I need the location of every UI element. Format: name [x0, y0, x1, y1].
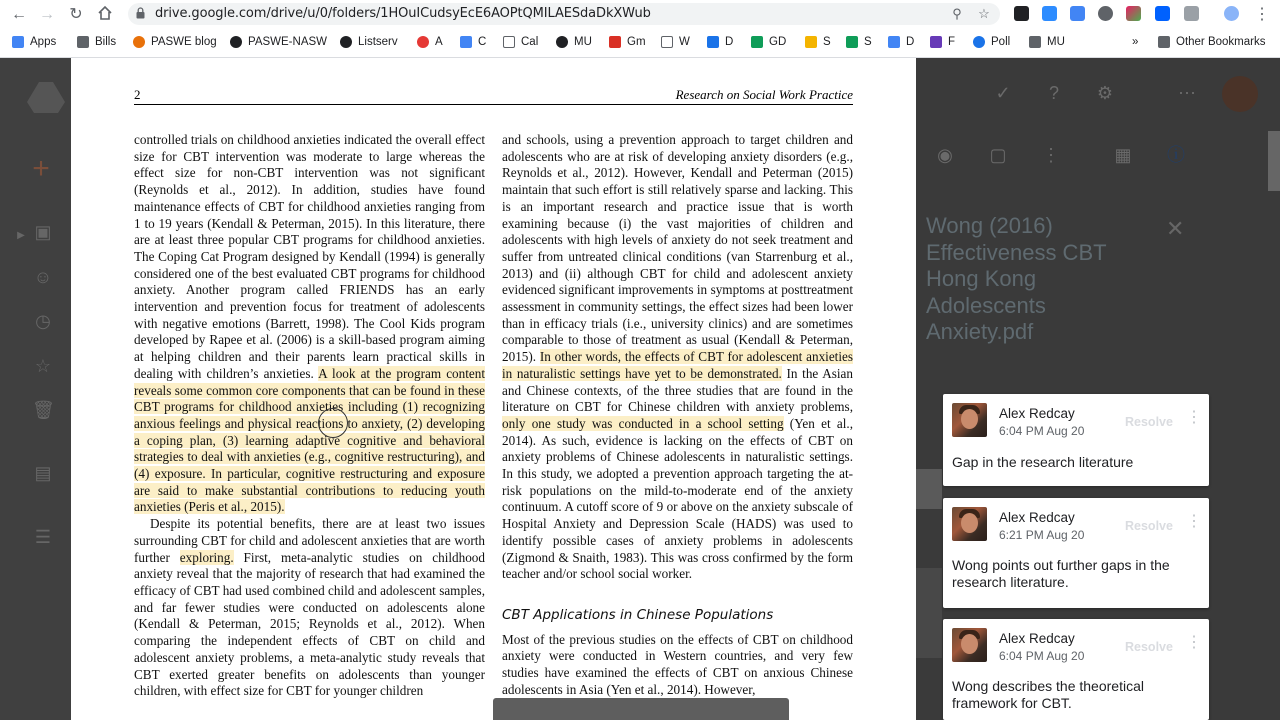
globe-icon [556, 36, 568, 48]
expand-arrow-icon[interactable]: ▶ [17, 230, 25, 241]
browser-chrome [0, 0, 1280, 58]
left-column [134, 132, 485, 700]
backups-icon[interactable]: ▤ [34, 463, 52, 483]
highlighted-text: In other words, the effects of CBT for adolescent anxieties in naturalistic settings have yet to be demonstrated. [502, 349, 853, 381]
bookmark-item[interactable]: Poll [973, 35, 1010, 49]
sync-extension-icon[interactable] [1098, 6, 1113, 21]
bookmark-item[interactable]: D [888, 35, 914, 49]
bookmark-item[interactable]: Gm [609, 35, 646, 49]
globe-icon [340, 36, 352, 48]
thumbnail-preview [916, 568, 942, 658]
comment-timestamp: 6:21 PM Aug 20 [999, 528, 1085, 542]
address-bar[interactable] [128, 3, 1000, 25]
page-number: 2 [134, 87, 141, 102]
asana-icon [417, 36, 429, 48]
bookmark-item[interactable]: S [805, 35, 831, 49]
bookmarks-bar [0, 30, 1280, 54]
camera-extension-icon[interactable] [1184, 6, 1199, 21]
bookmark-item[interactable]: MU [1029, 35, 1065, 49]
menu-kebab-icon[interactable]: ⋮ [1254, 6, 1270, 23]
comment-timestamp: 6:04 PM Aug 20 [999, 649, 1085, 663]
comment-author: Alex Redcay [999, 510, 1075, 525]
info-icon[interactable]: ⓘ [1167, 145, 1185, 165]
trash-icon[interactable]: 🗑 [32, 400, 55, 420]
bookmark-item[interactable]: MU [556, 35, 592, 49]
delete-icon[interactable]: ▢ [989, 145, 1007, 165]
avatar [952, 403, 987, 437]
mail-icon [661, 36, 673, 48]
my-drive-icon[interactable]: ▣ [34, 222, 52, 242]
bookmark-item[interactable]: PASWE blog [133, 35, 217, 49]
check-circle-icon[interactable]: ✓ [995, 83, 1011, 103]
more-vert-icon[interactable]: ⋮ [1186, 634, 1202, 651]
more-bookmarks-button[interactable]: » [1132, 36, 1139, 48]
other-bookmarks[interactable]: Other Bookmarks [1158, 35, 1265, 49]
body-text: and schools, using a prevention approach to target children and adolescents who are at risk of developing anxiety disorders (e.g., Reynolds et al., 2012). However, Kendall and Peterman (2015) maintain that such effort is still relatively sparse and lacking. This is an important research and practice issue that is worth examining because (i) the vast majorities of children and adolescents with high levels of anxiety do not seek treatment and suffer from untreated clinical conditions (van Starrenburg et al., 2013) and (ii) although CBT for child and adolescent anxiety evidenced significant improvements in symptoms at posttreatment assessment in community settings, the effect sizes had been lower than in efficacy trials (i.e., university clinics) and are sometimes comparable to those of treatment as usual (Kendall & Peterman, 2015). [502, 132, 853, 365]
comment-card[interactable] [943, 498, 1209, 608]
calendar-icon [460, 36, 472, 48]
translate-extension-icon[interactable] [1070, 6, 1085, 21]
help-icon[interactable]: ? [1048, 83, 1059, 103]
zoom-icon[interactable]: ⚲ [952, 6, 962, 21]
blogger-icon [133, 36, 145, 48]
home-icon[interactable] [95, 5, 115, 25]
page-navigation-bar[interactable] [493, 698, 789, 720]
bookmark-item[interactable]: GD [751, 35, 786, 49]
body-text: In the Asian and Chinese contexts, of the three studies that are found in the literature on CBT for Chinese children with anxiety problems, [502, 365, 853, 415]
page-header [134, 87, 853, 105]
right-column [502, 132, 853, 699]
highlighted-text: A look at the program content reveals some common core components that can be found in these CBT programs for childhood anxieties including (1) recognizing anxious feelings and physical reactions to anxiety, (2) developing a coping plan, (3) learning adaptive cognitive and behavioral strategies to deal with anxieties (e.g., cognitive restructuring), and (4) exposure. In particular, cognitive restructuring and exposure are said to make substantial contributions to reducing youth anxieties (Peris et al., 2015). [134, 365, 486, 515]
more-vert-icon[interactable]: ⋮ [1186, 513, 1202, 530]
comment-text: Wong describes the theoretical framework for CBT. [952, 678, 1144, 711]
resolve-button[interactable]: Resolve [1125, 640, 1173, 654]
account-avatar[interactable] [1222, 76, 1258, 112]
folder-icon [77, 36, 89, 48]
poll-icon [973, 36, 985, 48]
preview-eye-icon[interactable]: ◉ [937, 145, 953, 165]
paragraph [134, 132, 485, 516]
page-icon [503, 36, 515, 48]
profile-icon[interactable] [1224, 6, 1239, 21]
slides-icon [805, 36, 817, 48]
url-text: drive.google.com/drive/u/0/folders/1HOuICudsyEcE6AOPtQMILAESdaDkXWub [155, 6, 651, 21]
shared-icon[interactable]: ☺ [33, 267, 53, 287]
resolve-button[interactable]: Resolve [1125, 415, 1173, 429]
paragraph [134, 516, 485, 700]
zoom-extension-icon[interactable] [1042, 6, 1057, 21]
thumbnail-preview [916, 469, 942, 509]
section-heading: CBT Applications in Chinese Populations [502, 606, 774, 623]
highlighted-text: exploring. [179, 549, 234, 565]
storage-icon[interactable]: ☰ [34, 527, 52, 547]
body-text: First, meta-analytic studies on childhood anxiety reveal that the majority of research that had examined the efficacy of CBT had used combined child and adolescent samples, and far fewer studies were conducted on adolescents alone (Kendall & Peterman, 2015; Reynolds et al., 2012). When comparing the independent effects of CBT on child and adolescent anxiety problems, a meta-analytic study reveals that CBT exerted greater benefits on adolescents than younger children, with effect size for CBT for younger children [134, 549, 485, 699]
bookmark-item[interactable]: Apps [12, 35, 56, 49]
color-extension-icon[interactable] [1126, 6, 1141, 21]
forms-icon [930, 36, 942, 48]
sheets-icon [846, 36, 858, 48]
bookmark-item[interactable]: F [930, 35, 955, 49]
apps-grid-icon[interactable]: ⋯ [1178, 83, 1196, 103]
apps-grid-icon [12, 36, 24, 48]
dropbox-extension-icon[interactable] [1155, 6, 1170, 21]
comment-text: Wong points out further gaps in the research literature. [952, 557, 1170, 590]
more-vert-icon[interactable]: ⋮ [1186, 409, 1202, 426]
browser-toolbar [0, 0, 1280, 30]
body-text: Despite its potential benefits, there are at least two issues surrounding CBT for child and adolescent anxieties that are worth further [134, 516, 485, 565]
reload-icon[interactable]: ↻ [69, 6, 83, 23]
more-options-icon[interactable]: ⋮ [1042, 145, 1060, 165]
comment-author: Alex Redcay [999, 406, 1075, 421]
comment-timestamp: 6:04 PM Aug 20 [999, 424, 1085, 438]
lock-icon [136, 7, 145, 19]
folder-icon [1158, 36, 1170, 48]
google-drive-icon [751, 36, 763, 48]
drive-logo-icon [26, 80, 66, 116]
bookmark-item[interactable]: Listserv [340, 35, 398, 49]
body-text: controlled trials on childhood anxieties indicated the overall effect size for CBT intervention was moderate to large whereas the effect size for non-CBT intervention was not significant (Reynolds et al., 2012). In addition, studies have found maintenance effects of CBT for childhood anxieties ranging from 1 to 19 years (Kendall & Peterman, 2015). In this literature, there are at least three popular CBT programs for childhood anxieties. The Coping Cat Program designed by Kendall (1994) is generally considered one of the best evaluated CBT programs for childhood anxiety. Another program called FRIENDS has an early intervention and prevention focus for treatment of adolescents with negative emotions (Barrett, 1998). The Cool Kids program developed by Rapee et al. (2006) is a skill-based program aiming at helping children and their parents learn practical skills in dealing with children’s anxieties. [134, 132, 485, 381]
bookmark-item[interactable]: A [417, 35, 443, 49]
journal-title: Research on Social Work Practice [675, 87, 853, 102]
recent-icon[interactable]: ◷ [35, 311, 51, 331]
grid-view-icon[interactable]: ▦ [1114, 145, 1132, 165]
bookmark-item[interactable]: W [661, 35, 690, 49]
forward-arrow-icon[interactable]: → [39, 6, 55, 23]
bookmark-item[interactable]: Bills [77, 35, 116, 49]
avatar [952, 628, 987, 662]
comment-card[interactable] [943, 394, 1209, 486]
resolve-button[interactable]: Resolve [1125, 519, 1173, 533]
file-title: Wong (2016) Effectiveness CBT Hong Kong Adolescents Anxiety.pdf [926, 213, 1107, 344]
layers-extension-icon[interactable] [1014, 6, 1029, 21]
scrollbar-thumb[interactable] [1268, 131, 1280, 191]
bookmark-item[interactable]: Cal [503, 35, 538, 49]
comment-card[interactable] [943, 619, 1209, 720]
dropbox-icon [707, 36, 719, 48]
comment-author: Alex Redcay [999, 631, 1075, 646]
back-arrow-icon[interactable]: ← [11, 6, 27, 23]
folder-icon [1029, 36, 1041, 48]
bookmark-item[interactable]: C [460, 35, 486, 49]
bookmark-item[interactable]: D [707, 35, 733, 49]
bookmark-item[interactable]: PASWE-NASW [230, 35, 327, 49]
highlighted-text: only one study was conducted in a school setting [502, 415, 784, 431]
comment-text: Gap in the research literature [952, 454, 1134, 470]
pdf-page [71, 58, 916, 720]
gmail-icon [609, 36, 621, 48]
starred-icon[interactable]: ☆ [34, 356, 52, 376]
body-text: (Yen et al., 2014). As such, evidence is lacking on the effects of CBT on anxiety problems of Chinese adolescents in naturalistic settings. In this study, we adopted a prevention approach targeting the at-risk populations on the mild-to-moderate end of the anxiety continuum. A cutoff score of 9 or above on the anxiety subscale of Hospital Anxiety and Depression Scale (HADS) was used to identify possible cases of anxiety problems in adolescents (Zigmond & Snaith, 1983). This was cross confirmed by the form teacher and/or school social worker. [502, 415, 853, 582]
settings-icon[interactable]: ⚙ [1096, 83, 1114, 103]
bookmark-item[interactable]: S [846, 35, 872, 49]
star-icon[interactable]: ☆ [978, 6, 990, 21]
paragraph: Most of the previous studies on the effects of CBT on childhood anxiety were conducted in Western countries, and very few studies have examined the effects of CBT on anxious Chinese adolescents in Asia (Yen et al., 2014). However, [502, 631, 853, 697]
close-icon[interactable]: ✕ [1166, 216, 1185, 241]
docs-icon [888, 36, 900, 48]
new-plus-icon[interactable]: + [32, 152, 50, 185]
paragraph [502, 132, 853, 583]
mouse-cursor-icon [318, 408, 348, 438]
globe-icon [230, 36, 242, 48]
avatar [952, 507, 987, 541]
